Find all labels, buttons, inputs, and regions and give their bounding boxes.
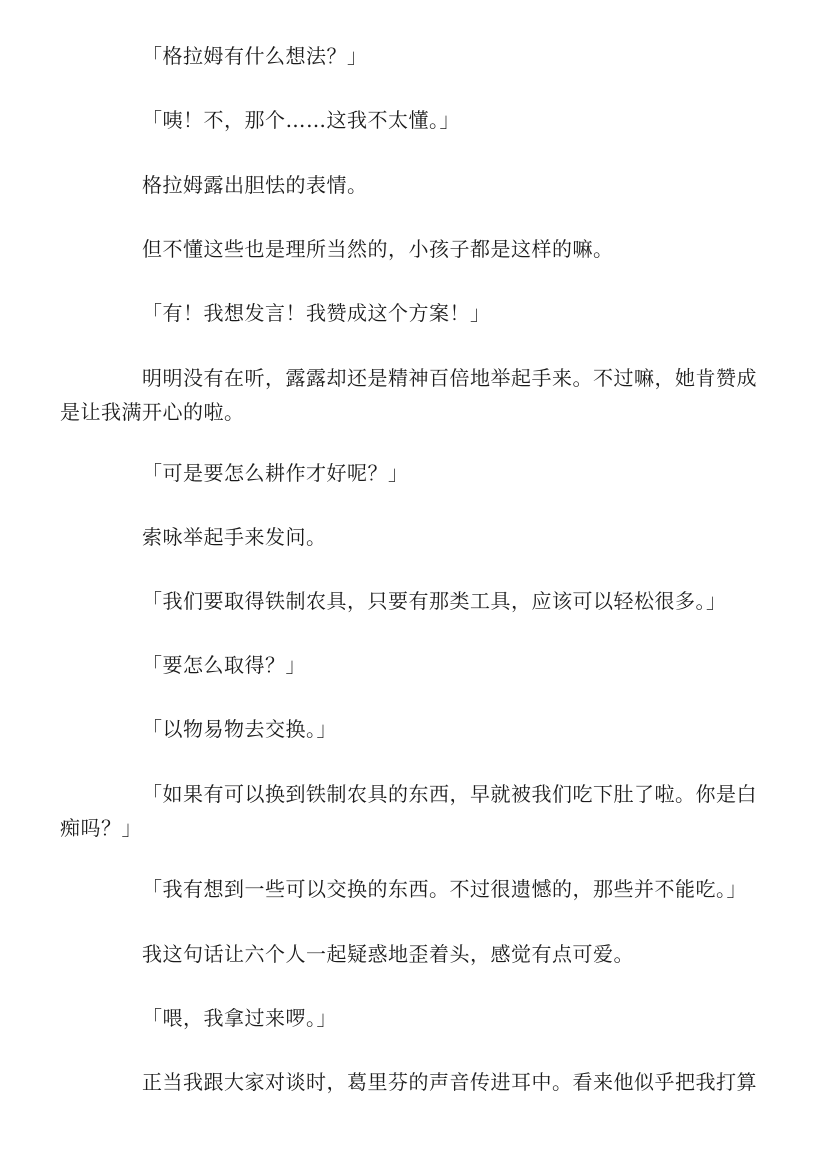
paragraph: 「格拉姆有什么想法？」 [142, 44, 368, 68]
paragraph: 「如果有可以换到铁制农具的东西，早就被我们吃下肚了啦。你是白痴吗？」 [60, 782, 757, 840]
paragraph: 明明没有在听，露露却还是精神百倍地举起手来。不过嘛，她肯赞成是让我满开心的啦。 [60, 366, 757, 424]
paragraph: 正当我跟大家对谈时，葛里芬的声音传进耳中。看来他似乎把我打算 [142, 1070, 757, 1094]
paragraph: 「可是要怎么耕作才好呢？」 [142, 461, 409, 485]
paragraph: 「我有想到一些可以交换的东西。不过很遗憾的，那些并不能吃。」 [142, 877, 747, 901]
paragraph: 格拉姆露出胆怯的表情。 [142, 173, 368, 197]
paragraph: 索咏举起手来发问。 [142, 525, 327, 549]
paragraph: 「以物易物去交换。」 [142, 717, 337, 741]
paragraph: 我这句话让六个人一起疑惑地歪着头，感觉有点可爱。 [142, 942, 634, 966]
paragraph: 「要怎么取得？」 [142, 653, 306, 677]
paragraph: 「有！我想发言！我赞成这个方案！」 [142, 301, 491, 325]
paragraph: 「咦！不，那个……这我不太懂。」 [142, 108, 460, 132]
paragraph: 「我们要取得铁制农具，只要有那类工具，应该可以轻松很多。」 [142, 589, 727, 613]
paragraph: 但不懂这些也是理所当然的，小孩子都是这样的嘛。 [142, 237, 614, 261]
paragraph: 「喂，我拿过来啰。」 [142, 1006, 337, 1030]
